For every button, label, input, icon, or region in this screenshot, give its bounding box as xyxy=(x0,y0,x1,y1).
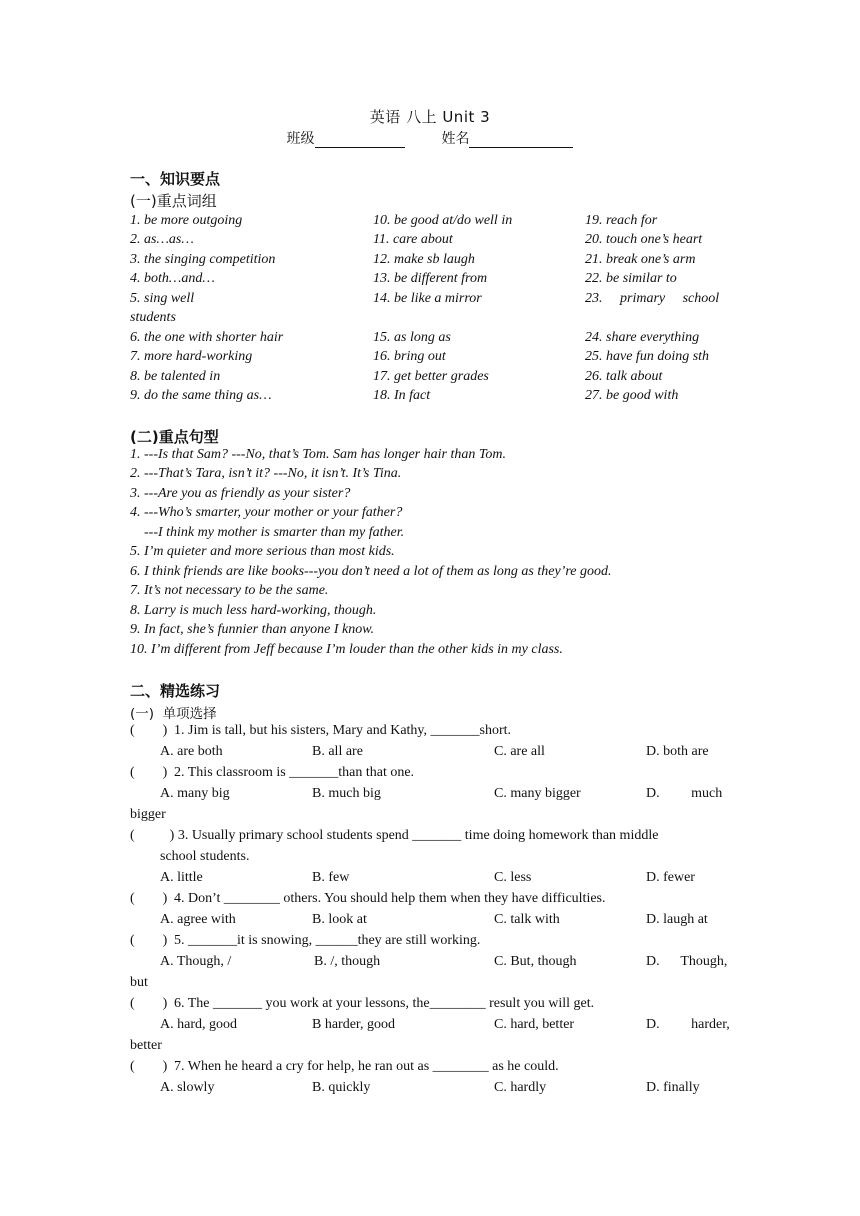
question-4 xyxy=(130,891,606,907)
phrase-item: 23. primary school xyxy=(585,291,720,306)
question-stem: 6. The _______ you work at your lessons, the________ result you will get. xyxy=(174,996,595,1011)
option-c: C. less xyxy=(494,870,532,885)
option-a: A. little xyxy=(160,870,203,885)
sentence-item: 3. ---Are you as friendly as your sister? xyxy=(130,486,351,501)
phrase-item: 2. as…as… xyxy=(130,232,194,247)
phrase-item: 11. care about xyxy=(373,232,453,247)
option-d: D. Though, xyxy=(646,954,728,969)
option-a: A. many big xyxy=(160,786,230,801)
answer-paren[interactable]: ( ) xyxy=(130,723,168,738)
question-stem: 5. _______it is snowing, ______they are still working. xyxy=(174,933,481,948)
phrase-item: 22. be similar to xyxy=(585,271,677,286)
page-title: 英语 八上 Unit 3 xyxy=(369,108,491,126)
phrase-item: 16. bring out xyxy=(373,349,446,364)
sentence-item: 8. Larry is much less hard-working, though. xyxy=(130,603,377,618)
question-stem: 2. This classroom is _______than that one. xyxy=(174,765,415,780)
question-stem: 1. Jim is tall, but his sisters, Mary and Kathy, _______short. xyxy=(174,723,512,738)
option-c: C. many bigger xyxy=(494,786,581,801)
question-stem: 4. Don’t ________ others. You should help them when they have difficulties. xyxy=(174,891,606,906)
answer-paren[interactable]: ( ) xyxy=(130,765,168,780)
option-a: A. are both xyxy=(160,744,223,759)
option-d: D. both are xyxy=(646,744,709,759)
phrase-item: 8. be talented in xyxy=(130,369,221,384)
option-c: C. talk with xyxy=(494,912,560,927)
option-c: C. are all xyxy=(494,744,545,759)
sentence-item: 5. I’m quieter and more serious than most kids. xyxy=(130,544,395,559)
option-b: B. look at xyxy=(312,912,367,927)
sentence-item: 2. ---That’s Tara, isn’t it? ---No, it isn’t. It’s Tina. xyxy=(130,466,402,481)
option-b: B. few xyxy=(312,870,350,885)
phrase-item: 7. more hard-working xyxy=(130,349,253,364)
option-c: C. But, though xyxy=(494,954,577,969)
phrase-item: 20. touch one’s heart xyxy=(585,232,703,247)
option-d: D. finally xyxy=(646,1080,700,1095)
phrase-item: 26. talk about xyxy=(585,369,663,384)
option-b: B. quickly xyxy=(312,1080,371,1095)
question-3: ( ) 3. Usually primary school students spend _______ time doing homework than middle xyxy=(130,828,659,843)
option-b: B. /, though xyxy=(314,954,381,969)
subheading-sentences: (二)重点句型 xyxy=(130,428,219,446)
phrase-item: 9. do the same thing as… xyxy=(130,388,272,403)
phrase-item: 14. be like a mirror xyxy=(373,291,482,306)
question-stem: 7. When he heard a cry for help, he ran out as ________ as he could. xyxy=(174,1059,559,1074)
sentence-item: 4. ---Who’s smarter, your mother or your father? xyxy=(130,505,403,520)
name-blank xyxy=(469,133,573,148)
phrase-item: 4. both…and… xyxy=(130,271,215,286)
option-d: D. much xyxy=(646,786,723,801)
question-6 xyxy=(130,996,594,1012)
option-b: B harder, good xyxy=(312,1017,396,1032)
option-d-continued: bigger xyxy=(130,807,166,822)
option-a: A. agree with xyxy=(160,912,236,927)
phrase-item: 27. be good with xyxy=(585,388,679,403)
question-stem-continued: school students. xyxy=(160,849,250,864)
answer-paren[interactable]: ( ) xyxy=(130,891,168,906)
answer-paren[interactable]: ( ) xyxy=(130,1059,168,1074)
option-c: C. hard, better xyxy=(494,1017,575,1032)
option-d-continued: better xyxy=(130,1038,162,1053)
answer-paren[interactable]: ( ) xyxy=(130,996,168,1011)
option-b: B. much big xyxy=(312,786,381,801)
option-d: D. fewer xyxy=(646,870,695,885)
phrase-item: 25. have fun doing sth xyxy=(585,349,710,364)
sentence-item: 6. I think friends are like books---you don’t need a lot of them as long as they’re good. xyxy=(130,564,612,579)
option-a: A. slowly xyxy=(160,1080,215,1095)
subheading-phrases: (一)重点词组 xyxy=(130,192,217,210)
phrase-item: 3. the singing competition xyxy=(130,252,276,267)
phrase-item: 13. be different from xyxy=(373,271,488,286)
class-label: 班级 xyxy=(286,131,315,147)
phrase-item: 21. break one’s arm xyxy=(585,252,696,267)
option-a: A. hard, good xyxy=(160,1017,237,1032)
question-5 xyxy=(130,933,480,949)
section-heading-practice: 二、精选练习 xyxy=(130,682,221,700)
phrase-item: 24. share everything xyxy=(585,330,700,345)
question-7 xyxy=(130,1059,559,1075)
option-b: B. all are xyxy=(312,744,363,759)
name-label: 姓名 xyxy=(441,131,470,147)
student-info xyxy=(0,128,860,148)
sentence-item: 1. ---Is that Sam? ---No, that’s Tom. Sam has longer hair than Tom. xyxy=(130,447,506,462)
phrase-item-continued: students xyxy=(130,310,176,325)
option-d: D. laugh at xyxy=(646,912,708,927)
class-blank xyxy=(315,133,405,148)
phrase-item: 15. as long as xyxy=(373,330,451,345)
sentence-item: ---I think my mother is smarter than my father. xyxy=(130,525,405,540)
option-c: C. hardly xyxy=(494,1080,547,1095)
phrase-item: 5. sing well xyxy=(130,291,195,306)
sentence-item: 7. It’s not necessary to be the same. xyxy=(130,583,329,598)
question-2 xyxy=(130,765,414,781)
phrase-item: 1. be more outgoing xyxy=(130,213,243,228)
phrase-item: 19. reach for xyxy=(585,213,658,228)
phrase-item: 12. make sb laugh xyxy=(373,252,475,267)
sentence-item: 10. I’m different from Jeff because I’m louder than the other kids in my class. xyxy=(130,642,563,657)
sentence-item: 9. In fact, she’s funnier than anyone I know. xyxy=(130,622,375,637)
phrase-item: 17. get better grades xyxy=(373,369,489,384)
subheading-multiple-choice: (一) 单项选择 xyxy=(130,706,217,722)
option-a: A. Though, / xyxy=(160,954,232,969)
question-1 xyxy=(130,723,511,739)
section-heading-knowledge: 一、知识要点 xyxy=(130,170,221,188)
answer-paren[interactable]: ( ) xyxy=(130,933,168,948)
option-d: D. harder, xyxy=(646,1017,730,1032)
option-d-continued: but xyxy=(130,975,148,990)
phrase-item: 6. the one with shorter hair xyxy=(130,330,284,345)
phrase-item: 10. be good at/do well in xyxy=(373,213,513,228)
phrase-item: 18. In fact xyxy=(373,388,431,403)
